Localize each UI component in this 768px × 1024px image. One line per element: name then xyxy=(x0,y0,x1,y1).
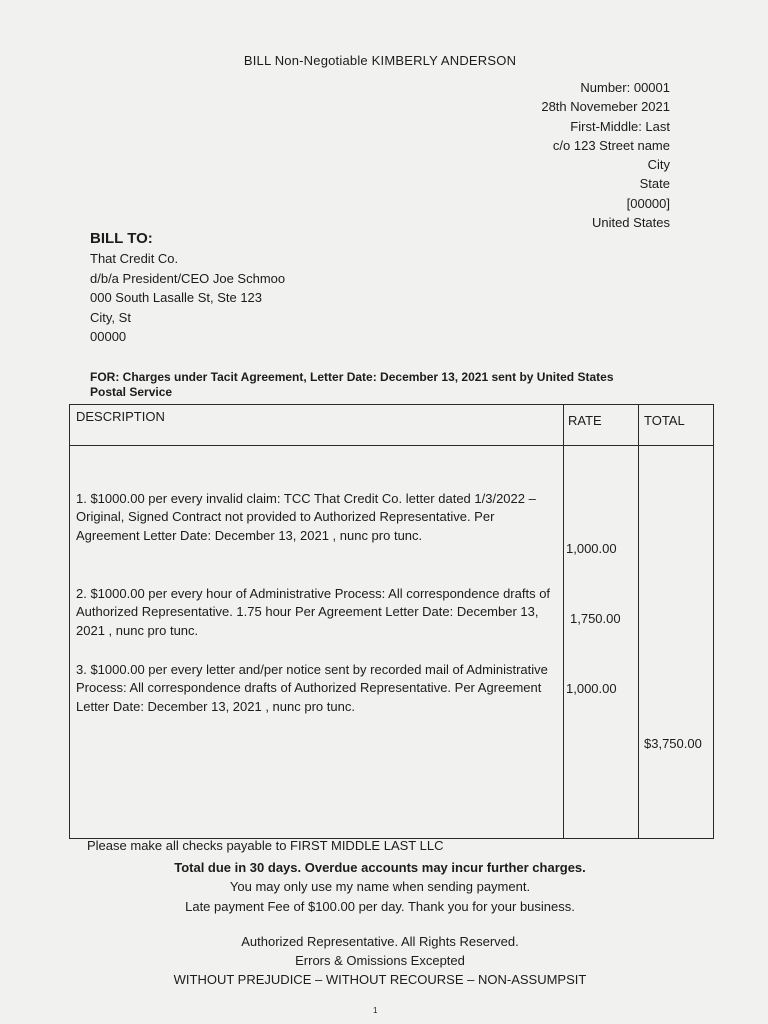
bill-date: 28th Novemeber 2021 xyxy=(541,99,670,115)
for-line: FOR: Charges under Tacit Agreement, Letter Date: December 13, 2021 sent by United States Postal Service xyxy=(90,370,614,399)
checks-payable-note: Please make all checks payable to FIRST MIDDLE LAST LLC xyxy=(87,838,444,853)
sender-state: State xyxy=(639,176,670,192)
sender-zip: [00000] xyxy=(626,195,670,211)
column-divider-total xyxy=(638,405,639,838)
late-fee-note: Late payment Fee of $100.00 per day. Thank you for your business. xyxy=(185,899,575,914)
prejudice-note: WITHOUT PREJUDICE – WITHOUT RECOURSE – NON-ASSUMPSIT xyxy=(173,972,587,987)
recipient-city: City, St xyxy=(90,309,131,325)
recipient-street: 000 South Lasalle St, Ste 123 xyxy=(90,290,263,306)
errors-note: Errors & Omissions Excepted xyxy=(295,953,465,968)
sender-city: City xyxy=(647,157,670,173)
bill-title: BILL Non-Negotiable KIMBERLY ANDERSON xyxy=(243,53,517,68)
recipient-dba: d/b/a President/CEO Joe Schmoo xyxy=(90,270,286,286)
sender-address-block xyxy=(541,78,670,232)
due-note: Total due in 30 days. Overdue accounts may incur further charges. xyxy=(174,860,586,875)
header-rate: RATE xyxy=(568,413,602,428)
header-total: TOTAL xyxy=(644,413,685,428)
column-divider-rate xyxy=(563,405,564,838)
bill-to-address-block xyxy=(90,249,285,347)
bill-to-heading: BILL TO: xyxy=(90,230,153,247)
line-item-description: 1. $1000.00 per every invalid claim: TCC That Credit Co. letter dated 1/3/2022 – Original, Signed Contract not provided to Authorized Representative. Per Agreement Letter Date: December 13, 2021 , nunc pro tunc. xyxy=(76,491,536,543)
line-item-rate: 1,000.00 xyxy=(566,541,617,556)
line-item-description: 3. $1000.00 per every letter and/per notice sent by recorded mail of Administrative Process: All correspondence drafts of Authorized Representative. Per Agreement Letter Date: December 13, 2021 , nunc pro tunc. xyxy=(76,662,548,714)
grand-total: $3,750.00 xyxy=(644,736,702,751)
bill-number: Number: 00001 xyxy=(580,80,670,95)
sender-country: United States xyxy=(591,215,670,231)
recipient-zip: 00000 xyxy=(90,329,127,345)
name-use-note: You may only use my name when sending payment. xyxy=(229,879,531,894)
line-item-rate: 1,750.00 xyxy=(570,611,621,626)
sender-street: c/o 123 Street name xyxy=(552,137,670,153)
header-divider xyxy=(70,445,713,446)
rights-note: Authorized Representative. All Rights Reserved. xyxy=(241,934,519,949)
line-item-rate: 1,000.00 xyxy=(566,681,617,696)
page-number: 1 xyxy=(373,1006,378,1015)
recipient-company: That Credit Co. xyxy=(90,251,179,266)
header-description: DESCRIPTION xyxy=(76,409,165,424)
invoice-table xyxy=(69,404,714,839)
line-item-description: 2. $1000.00 per every hour of Administrative Process: All correspondence drafts of Authorized Representative. 1.75 hour Per Agreement Letter Date: December 13, 2021 , nunc pro tunc. xyxy=(76,586,551,638)
sender-name: First-Middle: Last xyxy=(570,118,670,134)
